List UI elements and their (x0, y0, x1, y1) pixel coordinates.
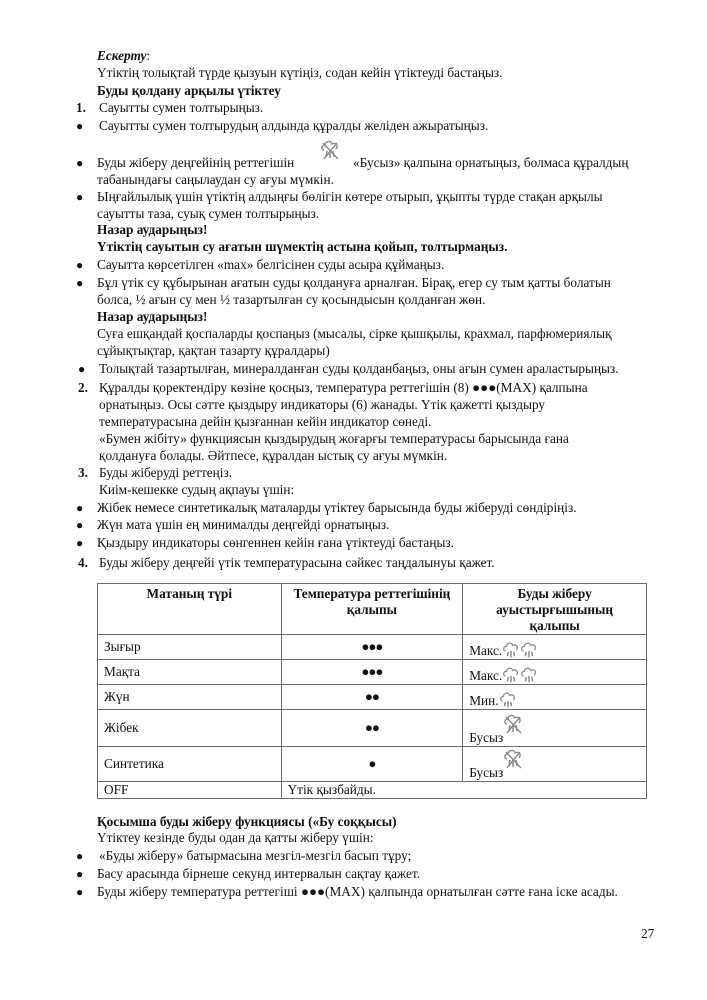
bullet-text: Қыздыру индикаторы сөнгеннен кейін ғана үтіктеуді бастаңыз. (97, 535, 454, 550)
bullet-marker: ● (76, 849, 84, 863)
steam-icon (520, 641, 538, 659)
bullet-text: Жібек немесе синтетикалық маталарды үтіктеу барысында буды жіберуді сөндіріңіз. (97, 500, 577, 515)
step-text: орнатыңыз. Осы сәтте қыздыру индикаторы (6) жанады. Үтік қажетті қыздыру (99, 397, 546, 412)
fabric-cell: Зығыр (98, 635, 282, 660)
step-text: Буды жіберу деңгейі үтік температурасына сәйкес таңдалынуы қажет. (99, 555, 495, 570)
temp-dots: ●● (281, 710, 463, 747)
bullet-marker: ● (76, 276, 84, 290)
step-subtext: Киім-кешекке судың ақпауы үшін: (99, 482, 295, 497)
steam-cell: Макс. (463, 635, 647, 660)
table-row (98, 782, 647, 799)
bullet-text: табанындағы саңылаудан су ағуы мүмкін. (97, 172, 334, 187)
bullet-text: Басу арасында бірнеше секунд интервалын сақтау қажет. (97, 866, 421, 881)
steam-cell: Макс. (463, 660, 647, 685)
no-steam-icon (503, 714, 523, 736)
fabric-cell: Жүн (98, 685, 282, 710)
attention-text: Үтіктің сауытын су ағатын шүмектің астына қойып, толтырмаңыз. (97, 239, 508, 254)
attention-title: Назар аударыңыз! (97, 309, 208, 324)
temp-dots: ● (281, 747, 463, 782)
step-text: қолдануға болады. Әйтпесе, құралдан ыстық су ағуы мүмкін. (99, 448, 448, 463)
bullet-marker: ● (76, 258, 84, 272)
temp-dots: ●● (281, 685, 463, 710)
bullet-text: Сауытта көрсетілген «max» белгісінен суды асыра құймаңыз. (97, 257, 445, 272)
section-title: Буды қолдану арқылы үтіктеу (97, 83, 281, 98)
bullet-marker: ● (76, 190, 84, 204)
attention-text: сұйықтықтар, қақтан тазарту құралдары) (97, 343, 330, 358)
table-header-row (98, 584, 647, 635)
bullet-text: Жүн мата үшін ең минималды деңгейді орнатыңыз. (97, 517, 390, 532)
header-steam-position: Буды жіберу ауыстырғышының қалыпы (463, 584, 647, 635)
bullet-marker: ● (76, 119, 84, 133)
steam-cell: Бусыз (463, 747, 647, 782)
steam-cell: Мин. (463, 685, 647, 710)
step-text: Буды жіберуді реттеңіз. (99, 465, 233, 480)
step-text: Сауытты сумен толтырыңыз. (99, 100, 264, 115)
bullet-marker: ● (76, 885, 84, 899)
fabric-cell: Мақта (98, 660, 282, 685)
temp-dots: ●●● (281, 635, 463, 660)
fabric-cell: OFF (98, 782, 282, 799)
attention-text: Суға ешқандай қоспаларды қоспаңыз (мысалы, сірке қышқылы, крахмал, парфюмериялық (97, 326, 612, 341)
bullet-text: Ыңғайлылық үшін үтіктің алдыңғы бөлігін көтере отырып, ұқыпты түрде стақан арқылы (97, 189, 603, 204)
header-fabric-type: Матаның түрі (98, 584, 282, 635)
bullet-text: болса, ½ ағын су мен ½ тазартылған су қосындысын қолданған жөн. (97, 292, 486, 307)
off-note: Үтік қызбайды. (281, 782, 646, 799)
no-steam-icon (503, 749, 523, 771)
bullet-text: «Буды жіберу» батырмасына мезгіл-мезгіл басып тұру; (99, 848, 412, 863)
bullet-text: Бұл үтік су құбырынан ағатын суды қолдануға арналған. Бірақ, егер су тым қатты болатын (97, 275, 611, 290)
bullet-marker: ● (76, 501, 84, 515)
bullet-text: Буды жіберу деңгейінің реттегішін (97, 155, 295, 170)
steam-icon (502, 666, 520, 684)
bullet-text: Буды жіберу температура реттегіші ●●●(MAX) қалпында орнатылған сәтте ғана іске асады. (97, 884, 618, 899)
bullet-text: Толықтай тазартылған, минералданған суды қолданбаңыз, оны ағын сумен араластырыңыз. (99, 361, 619, 376)
step-text: температурасына дейін қызғаннан кейін индикатор сөнеді. (99, 414, 432, 429)
step-number: 3. (78, 465, 88, 480)
attention-title: Назар аударыңыз! (97, 222, 208, 237)
bullet-marker: ● (76, 156, 84, 170)
header-temp-position: Температура реттегішінің қалыпы (281, 584, 463, 635)
bullet-marker: ● (76, 867, 84, 881)
page-number: 27 (641, 926, 655, 941)
no-steam-icon (319, 140, 341, 162)
table-row (98, 635, 647, 660)
steam-icon (499, 691, 517, 709)
step-number: 1. (76, 100, 86, 115)
step-text: Құралды қоректендіру көзіне қосңыз, температура реттегішін (8) ●●●(MAX) қалпына (99, 380, 588, 395)
bullet-marker: ● (78, 362, 86, 376)
burst-intro: Үтіктеу кезінде буды одан да қатты жіберу үшін: (97, 830, 374, 845)
fabric-cell: Синтетика (98, 747, 282, 782)
bullet-marker: ● (76, 518, 84, 532)
steam-cell: Бусыз (463, 710, 647, 747)
step-number: 4. (78, 555, 88, 570)
note-label: Ескерту: (97, 48, 151, 63)
bullet-marker: ● (76, 536, 84, 550)
table-row (98, 685, 647, 710)
bullet-text: Сауытты сумен толтырудың алдында құралды желіден ажыратыңыз. (99, 118, 489, 133)
steam-icon (520, 666, 538, 684)
note-text: Үтіктің толықтай түрде қызуын күтіңіз, содан кейін үтіктеуді бастаңыз. (97, 65, 503, 80)
steam-icon (502, 641, 520, 659)
temp-dots: ●●● (281, 660, 463, 685)
table-row (98, 710, 647, 747)
table-row (98, 747, 647, 782)
step-text: «Бумен жібіту» функциясын қыздырудың жоғарғы температурасы барысында ғана (99, 431, 569, 446)
table-row (98, 660, 647, 685)
step-number: 2. (78, 380, 88, 395)
bullet-text: «Бусыз» қалпына орнатыңыз, болмаса құралдың (353, 155, 629, 170)
burst-title: Қосымша буды жіберу функциясы («Бу соққысы) (97, 814, 397, 829)
bullet-text: сауытты таза, суық сумен толтырыңыз. (97, 206, 320, 221)
fabric-steam-table (97, 583, 647, 799)
fabric-cell: Жібек (98, 710, 282, 747)
